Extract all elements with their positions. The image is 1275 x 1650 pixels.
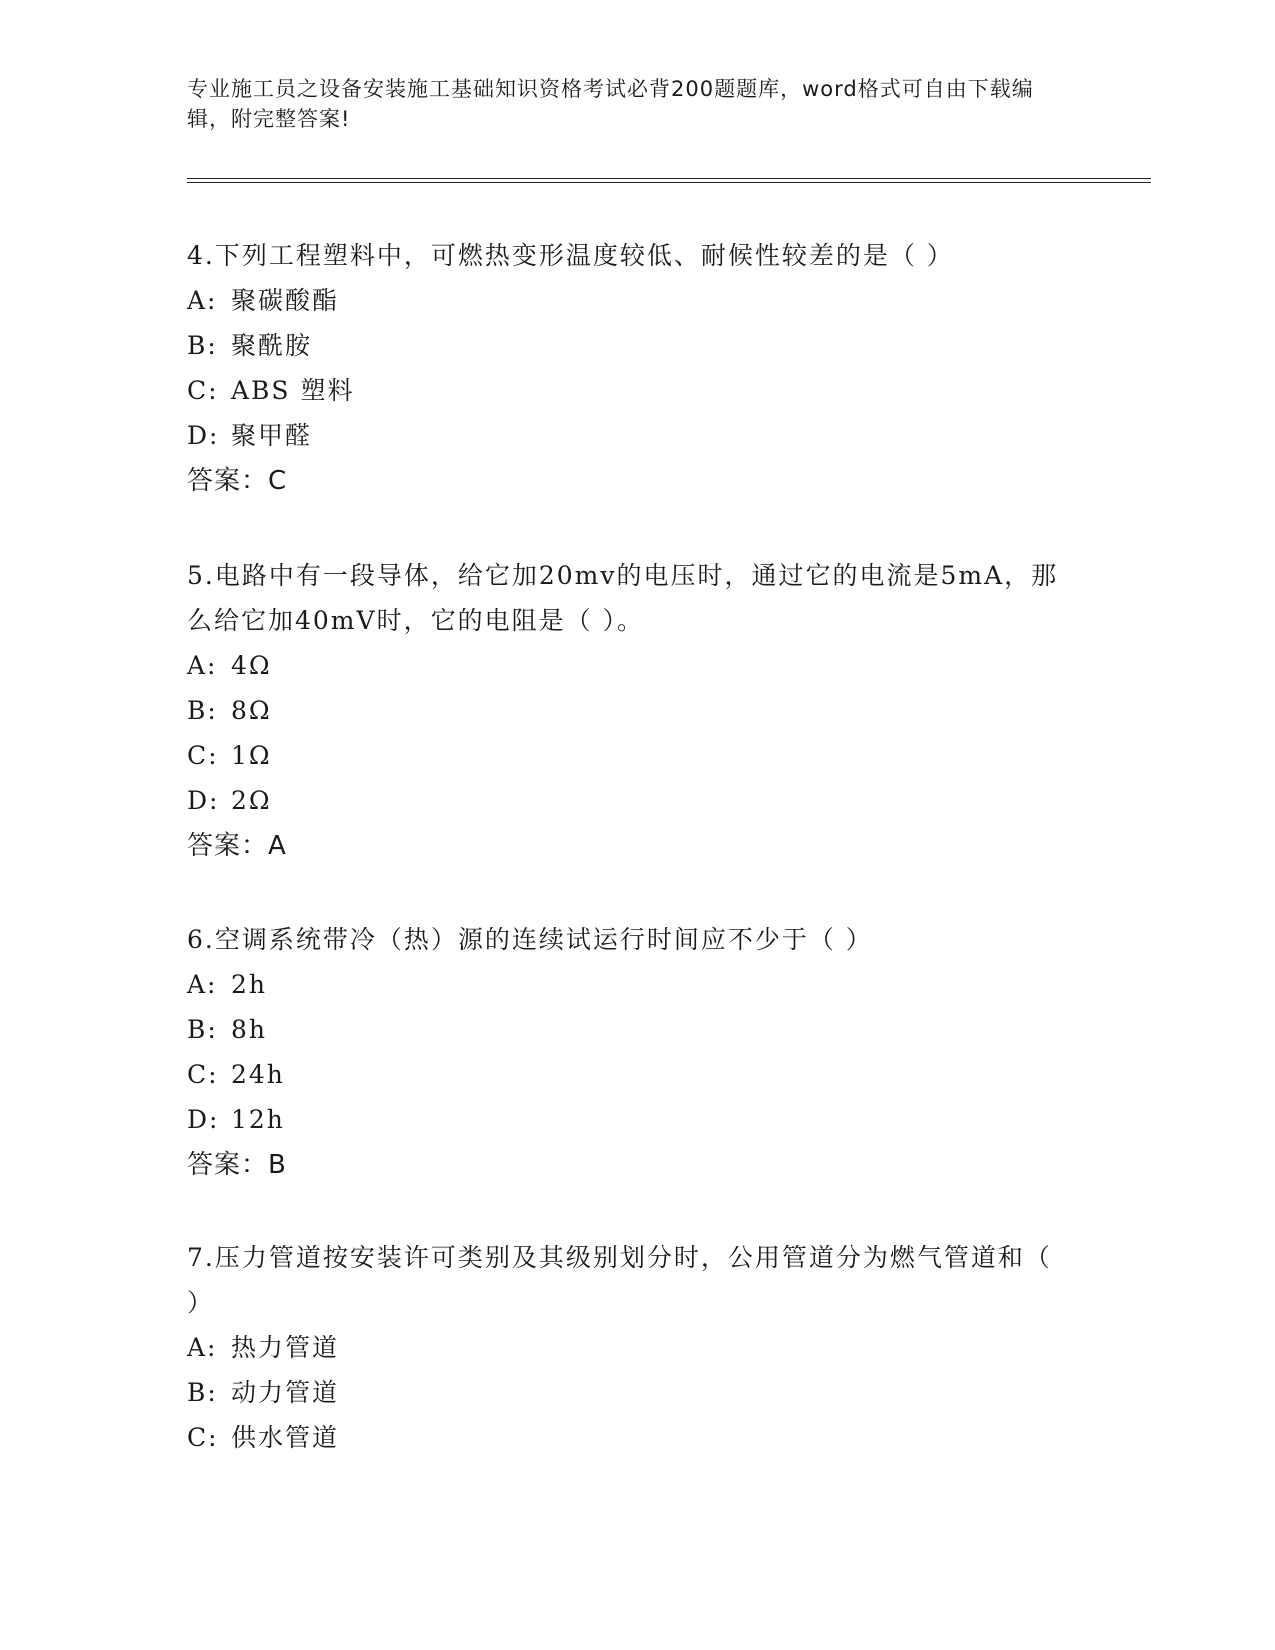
option-text: 聚酰胺 xyxy=(231,331,313,360)
option-a xyxy=(187,1325,1067,1370)
option-d xyxy=(187,778,1067,823)
option-c xyxy=(187,368,1067,413)
document-header: 专业施工员之设备安装施工基础知识资格考试必背200题题库，word格式可自由下载编辑，附完整答案! xyxy=(187,77,1034,131)
option-key: A: xyxy=(187,1333,218,1362)
header-rule-top xyxy=(187,178,1151,179)
option-text: 聚甲醛 xyxy=(231,421,313,450)
option-key: A: xyxy=(187,651,218,680)
option-key: D: xyxy=(187,421,220,450)
option-text: 供水管道 xyxy=(231,1423,340,1452)
answer-line: 答案：C xyxy=(187,466,288,496)
answer-line: 答案：B xyxy=(187,1150,287,1180)
option-text: 12h xyxy=(231,1105,285,1134)
option-b xyxy=(187,1370,1067,1415)
option-text: 热力管道 xyxy=(231,1333,340,1362)
option-key: C: xyxy=(187,1423,219,1452)
question-stem: 5.电路中有一段导体，给它加20mv的电压时，通过它的电流是5mA，那么给它加40mV时，它的电阻是（ ）。 xyxy=(187,561,1059,635)
option-key: C: xyxy=(187,376,219,405)
option-key: D: xyxy=(187,786,220,815)
option-key: B: xyxy=(187,1378,218,1407)
question-6 xyxy=(187,917,1067,1188)
question-7 xyxy=(187,1235,1067,1460)
option-b xyxy=(187,1007,1067,1052)
option-key: B: xyxy=(187,696,218,725)
option-text: 1Ω xyxy=(231,741,272,770)
option-text: 2h xyxy=(231,970,268,999)
option-key: C: xyxy=(187,741,219,770)
option-a xyxy=(187,643,1067,688)
option-text: 8Ω xyxy=(231,696,272,725)
option-key: C: xyxy=(187,1060,219,1089)
option-key: A: xyxy=(187,286,218,315)
option-key: B: xyxy=(187,331,218,360)
option-d xyxy=(187,413,1067,458)
option-a xyxy=(187,278,1067,323)
question-5 xyxy=(187,553,1067,869)
option-b xyxy=(187,688,1067,733)
option-c xyxy=(187,1052,1067,1097)
option-text: 8h xyxy=(231,1015,268,1044)
option-text: 动力管道 xyxy=(231,1378,340,1407)
question-4 xyxy=(187,233,1067,504)
question-stem: 4.下列工程塑料中，可燃热变形温度较低、耐候性较差的是（ ） xyxy=(187,241,954,270)
option-key: D: xyxy=(187,1105,220,1134)
option-key: A: xyxy=(187,970,218,999)
option-text: 24h xyxy=(231,1060,285,1089)
option-b xyxy=(187,323,1067,368)
option-c xyxy=(187,733,1067,778)
option-c xyxy=(187,1415,1067,1460)
answer-line: 答案：A xyxy=(187,831,287,861)
option-text: ABS 塑料 xyxy=(231,376,355,405)
option-key: B: xyxy=(187,1015,218,1044)
header-rule-bottom xyxy=(187,182,1151,183)
question-stem: 7.压力管道按安装许可类别及其级别划分时，公用管道分为燃气管道和（ ） xyxy=(187,1243,1052,1317)
option-text: 4Ω xyxy=(231,651,272,680)
option-text: 聚碳酸酯 xyxy=(231,286,340,315)
question-stem: 6.空调系统带冷（热）源的连续试运行时间应不少于（ ） xyxy=(187,925,873,954)
option-d xyxy=(187,1097,1067,1142)
option-a xyxy=(187,962,1067,1007)
option-text: 2Ω xyxy=(231,786,272,815)
